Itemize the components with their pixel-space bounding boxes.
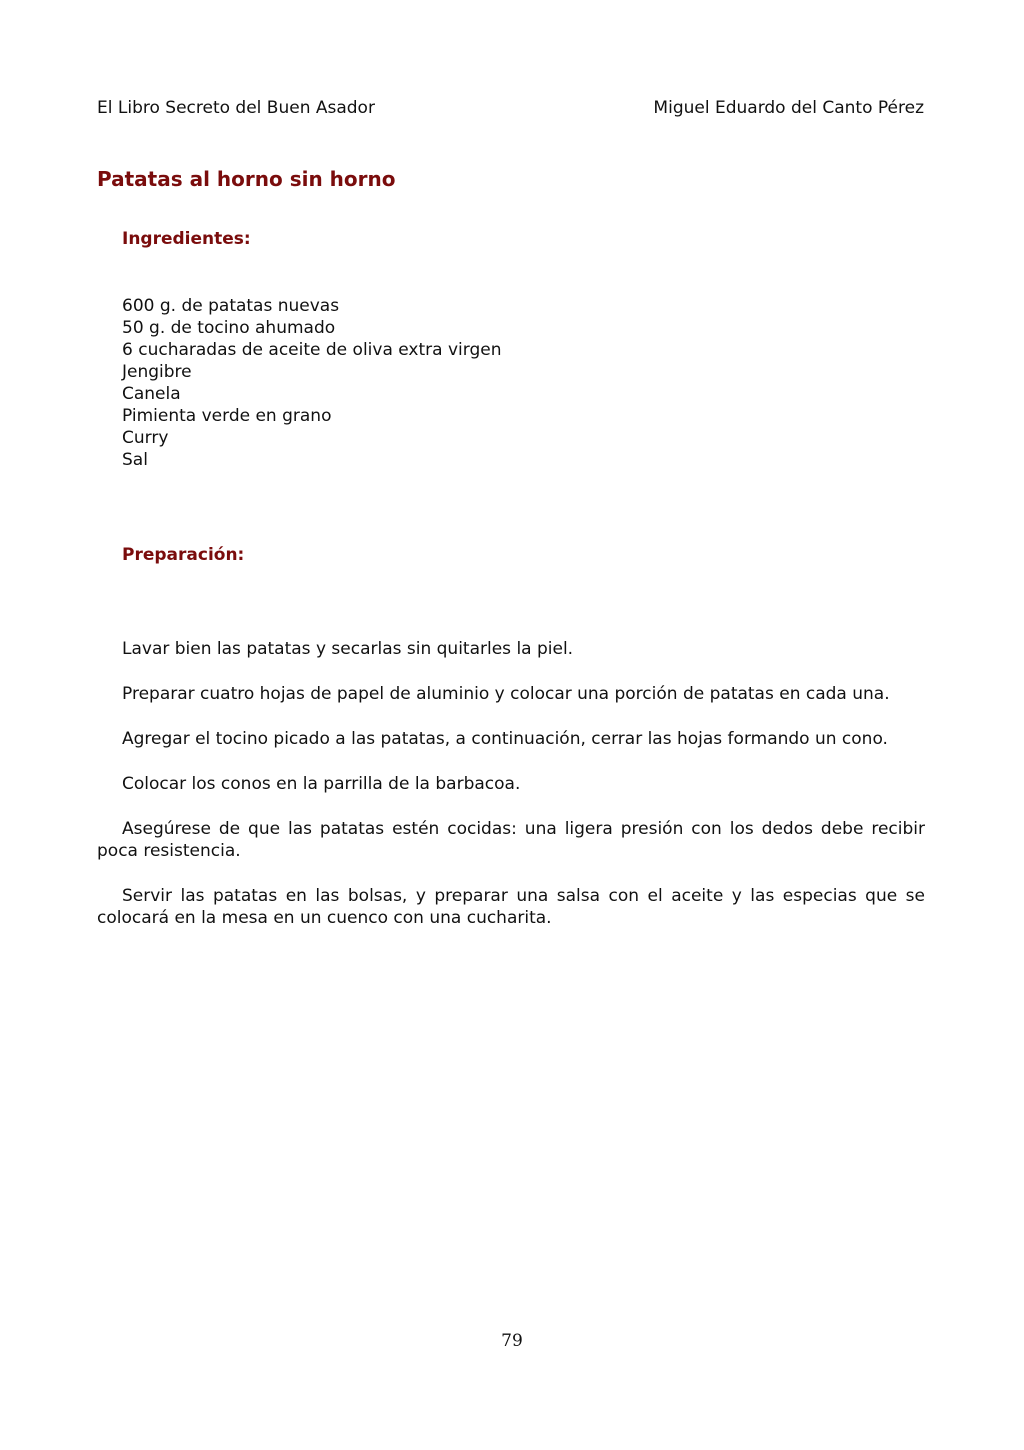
ingredients-list — [122, 295, 501, 471]
preparation-step: Preparar cuatro hojas de papel de aluminio y colocar una porción de patatas en cada una. — [122, 684, 890, 704]
preparation-step: Lavar bien las patatas y secarlas sin quitarles la piel. — [122, 639, 574, 659]
ingredient-item: Canela — [122, 384, 181, 404]
recipe-title: Patatas al horno sin horno — [97, 167, 396, 191]
ingredient-item: 600 g. de patatas nuevas — [122, 296, 340, 316]
ingredient-item: 6 cucharadas de aceite de oliva extra virgen — [122, 340, 502, 360]
running-header-title: El Libro Secreto del Buen Asador — [97, 98, 375, 118]
running-header-author: Miguel Eduardo del Canto Pérez — [653, 98, 924, 118]
ingredient-item: 50 g. de tocino ahumado — [122, 318, 336, 338]
ingredient-item: Curry — [122, 428, 169, 448]
ingredient-item: Pimienta verde en grano — [122, 406, 332, 426]
preparation-step: Colocar los conos en la parrilla de la barbacoa. — [122, 774, 521, 794]
ingredients-heading: Ingredientes: — [122, 229, 251, 249]
ingredient-item: Sal — [122, 450, 148, 470]
preparation-step: Agregar el tocino picado a las patatas, a continuación, cerrar las hojas formando un cono. — [122, 729, 888, 749]
preparation-step: Servir las patatas en las bolsas, y preparar una salsa con el aceite y las especias que se colocará en la mesa en un cuenco con una cucharita. — [97, 886, 925, 928]
preparation-heading: Preparación: — [122, 545, 245, 565]
preparation-steps — [97, 638, 925, 952]
preparation-step: Asegúrese de que las patatas estén cocidas: una ligera presión con los dedos debe recibir poca resistencia. — [97, 819, 925, 861]
page-number: 79 — [501, 1331, 523, 1351]
ingredient-item: Jengibre — [122, 362, 192, 382]
